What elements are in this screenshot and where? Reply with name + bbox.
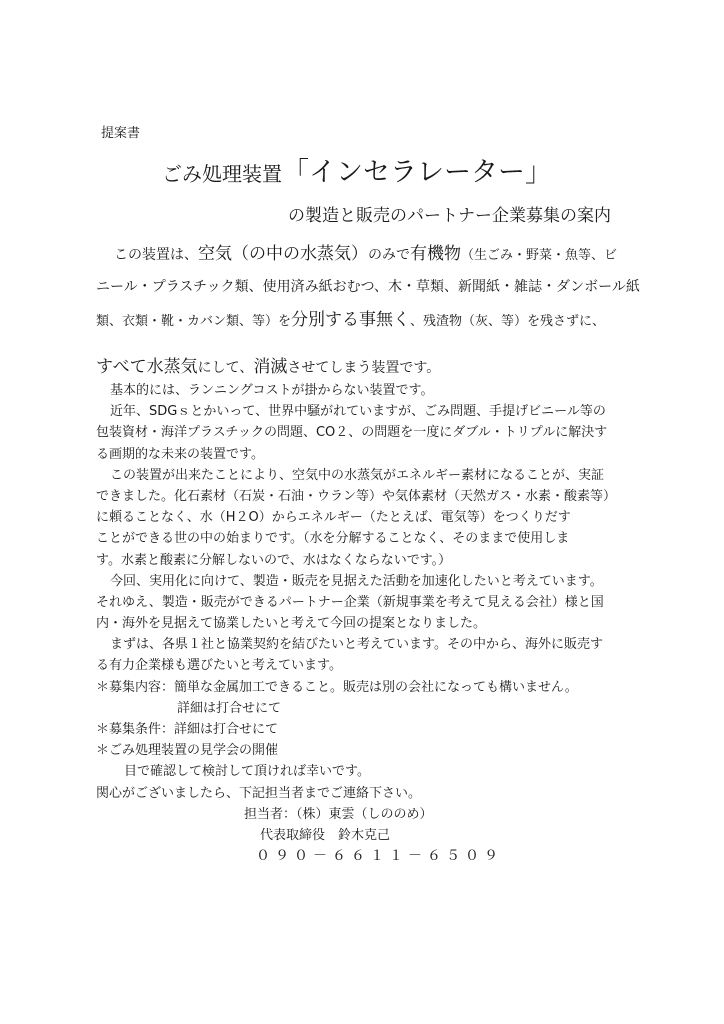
body-line: それゆえ、製造・販売ができるパートナー企業（新規事業を考えて見える会社）様と国 xyxy=(96,594,604,610)
body-line: 近年、SDGｓとかいって、世界中騒がれていますが、ごみ問題、手提げビニール等の xyxy=(110,404,606,420)
body-line: る画期的な未来の装置です。 xyxy=(96,446,264,462)
intro-text: のみで xyxy=(368,247,410,263)
body-line: す。水素と酸素に分解しないので、水はなくならないです。） xyxy=(96,552,452,568)
body-line: 基本的には、ランニングコストが掛からない装置です。 xyxy=(110,383,434,398)
body-line: できました。化石素材（石炭・石油・ウラン等）や気体素材（天然ガス・水素・酸素等） xyxy=(96,488,617,504)
intro-line xyxy=(96,238,636,271)
intro-text: 、残渣物（灰、等）を残さずに、 xyxy=(410,314,606,329)
body-line: この装置が出来たことにより、空気中の水蒸気がエネルギー素材になることが、実証 xyxy=(110,467,605,483)
intro-text: （生ごみ・野菜・魚等、ビ xyxy=(461,248,618,263)
body-line: る有力企業様も選びたいと考えています。 xyxy=(96,658,342,674)
intro-text: この装置は、 xyxy=(114,247,198,263)
document-subtitle: の製造と販売のパートナー企業募集の案内 xyxy=(288,206,611,226)
spacer xyxy=(96,337,636,350)
contact-person: 担当者：（株）東雲（しののめ） xyxy=(244,806,433,822)
recruit-conditions: ＊募集条件：詳細は打合せにて xyxy=(96,722,279,737)
representative: 代表取締役 鈴木克己 xyxy=(260,827,391,843)
body-line: に頼ることなく、水（H２O）からエネルギー（たとえば、電気等）をつくりだす xyxy=(96,510,571,526)
intro-text: 類、衣類・靴・カバン類、等）を xyxy=(96,314,292,329)
body-line: ことができる世の中の始まりです。（水を分解することなく、そのままで使用しま xyxy=(96,531,570,547)
body-line: まずは、各県１社と協業契約を結びたいと考えています。その中から、海外に販売す xyxy=(110,637,603,653)
recruit-details: 詳細は打合せにて xyxy=(177,700,282,716)
intro-line xyxy=(96,304,636,337)
tour-event: ＊ごみ処理装置の見学会の開催 xyxy=(96,743,279,759)
body-line: 内・海外を見据えて協業したいと考えて今回の提案となりました。 xyxy=(96,616,487,632)
document-label: 提案書 xyxy=(101,126,141,141)
intro-text: にして、 xyxy=(197,360,254,376)
phone-number: ０９０－６６１１－６５０９ xyxy=(256,848,503,865)
intro-emphasis: 空気（の中の水蒸気） xyxy=(198,244,368,264)
intro-line xyxy=(96,350,636,384)
intro-emphasis: 有機物 xyxy=(410,244,461,264)
contact-request: 関心がございましたら、下記担当者までご連絡下さい。 xyxy=(96,785,422,801)
title-product-name: 「インセラレーター」 xyxy=(282,157,552,188)
intro-line: ニール・プラスチック類、使用済み紙おむつ、木・草類、新聞紙・雑誌・ダンボール紙 xyxy=(96,279,640,295)
intro-emphasis: 消滅 xyxy=(253,357,288,377)
body-line: 包装資材・海洋プラスチックの問題、CO２、の問題を一度にダブル・トリプルに解決す xyxy=(96,425,608,441)
intro-text: させてしまう装置です。 xyxy=(287,360,441,376)
document-title xyxy=(162,150,552,189)
body-text xyxy=(96,380,656,867)
intro-emphasis: すべて水蒸気 xyxy=(96,357,198,377)
intro-emphasis: 分別する事無く xyxy=(291,310,411,330)
recruit-content: ＊募集内容：簡単な金属加工できること。販売は別の会社になっても構いません。 xyxy=(96,679,578,695)
title-prefix: ごみ処理装置 xyxy=(162,162,282,186)
body-line: 目で確認して検討して頂ければ幸いです。 xyxy=(124,764,370,780)
body-line: 今回、実用化に向けて、製造・販売を見据えた活動を加速化したいと考えています。 xyxy=(110,573,603,589)
intro-paragraph xyxy=(96,238,640,384)
